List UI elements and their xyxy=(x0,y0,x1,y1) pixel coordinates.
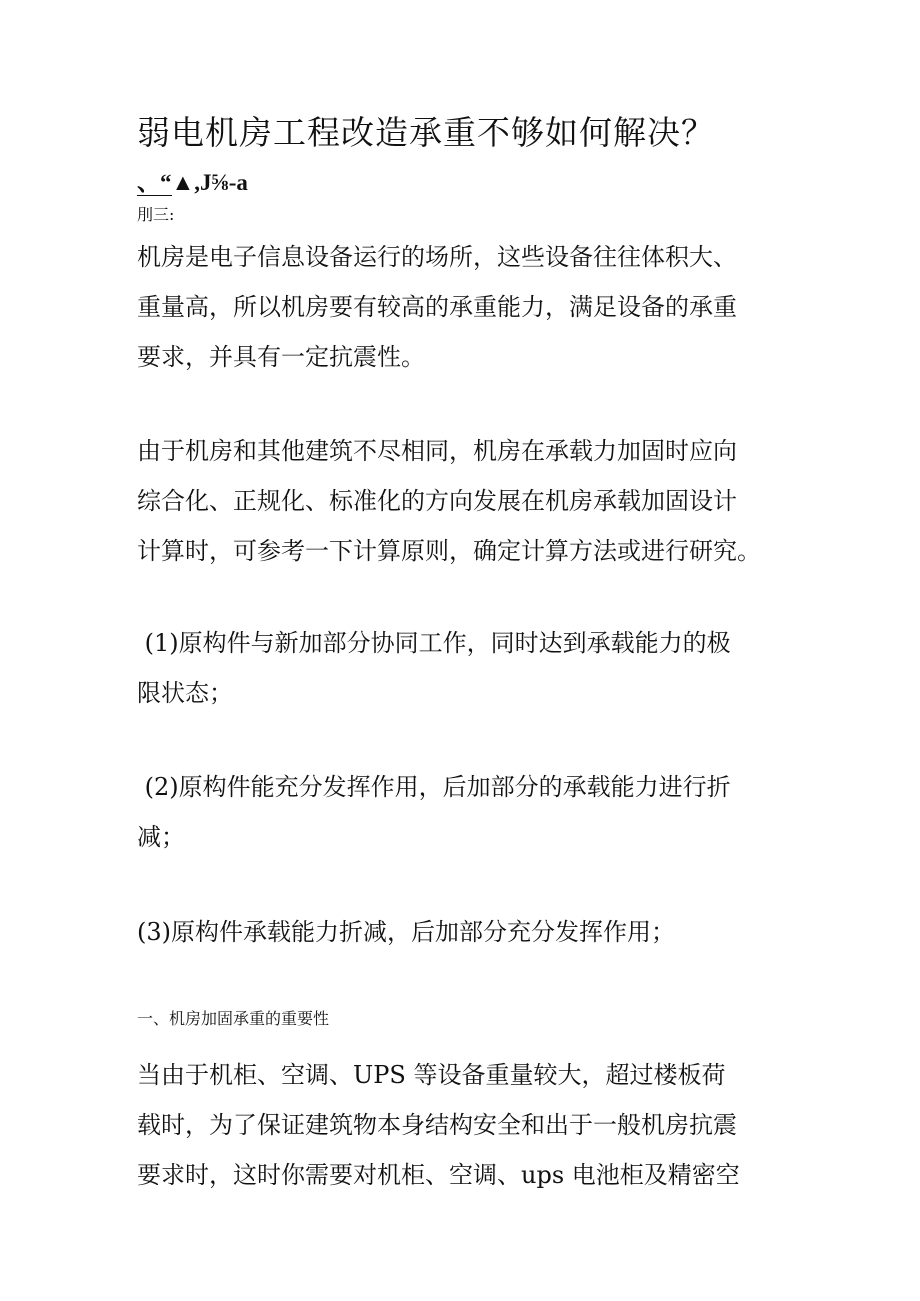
paragraph-line: 重量高，所以机房要有较高的承重能力，满足设备的承重 xyxy=(137,293,737,321)
garbled-subtitle xyxy=(137,168,248,198)
garbled-rest: ▲,J⅝-a xyxy=(171,170,248,195)
paragraph-line: (1)原构件与新加部分协同工作，同时达到承载能力的极 xyxy=(137,629,731,657)
document-title: 弱电机房工程改造承重不够如何解决？ xyxy=(137,113,715,152)
paragraph-line: 当由于机柜、空调、UPS 等设备重量较大，超过楼板荷 xyxy=(137,1061,726,1089)
principle-3 xyxy=(137,907,675,957)
paragraph-1 xyxy=(137,232,737,382)
paragraph-line: 要求时，这时你需要对机柜、空调、ups 电池柜及精密空 xyxy=(137,1161,740,1189)
paragraph-line: 载时，为了保证建筑物本身结构安全和出于一般机房抗震 xyxy=(137,1111,737,1139)
principle-1 xyxy=(137,618,731,718)
paragraph-2 xyxy=(137,426,761,576)
preface-label: 刖三: xyxy=(137,205,175,224)
paragraph-line: (2)原构件能充分发挥作用，后加部分的承载能力进行折 xyxy=(137,773,731,801)
paragraph-line: (3)原构件承载能力折减，后加部分充分发挥作用； xyxy=(137,918,675,946)
paragraph-line: 减； xyxy=(137,823,185,851)
section-1-heading: 一、机房加固承重的重要性 xyxy=(137,1009,330,1028)
paragraph-line: 计算时，可参考一下计算原则，确定计算方法或进行研究。 xyxy=(137,537,761,565)
principle-2 xyxy=(137,762,731,862)
paragraph-line: 限状态； xyxy=(137,679,233,707)
paragraph-line: 由于机房和其他建筑不尽相同，机房在承载力加固时应向 xyxy=(137,437,737,465)
paragraph-line: 综合化、正规化、标准化的方向发展在机房承载加固设计 xyxy=(137,487,737,515)
paragraph-line: 机房是电子信息设备运行的场所，这些设备往往体积大、 xyxy=(137,243,737,271)
garbled-prefix: 、“ xyxy=(137,170,172,195)
paragraph-line: 要求，并具有一定抗震性。 xyxy=(137,343,425,371)
paragraph-3 xyxy=(137,1050,740,1200)
